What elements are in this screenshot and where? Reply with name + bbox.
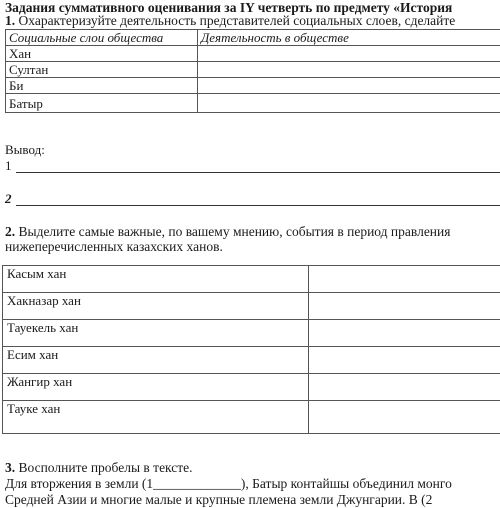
answer-cell[interactable]: [198, 78, 500, 94]
khan-name: Касым хан: [3, 266, 309, 293]
question-3: [5, 460, 193, 476]
row-label: Султан: [6, 62, 198, 78]
col-header-social-layers: Социальные слои общества: [6, 30, 198, 46]
table-row: [3, 293, 500, 320]
table-row: [3, 266, 500, 293]
khan-name: Есим хан: [3, 347, 309, 374]
khan-name: Жангир хан: [3, 374, 309, 401]
question-1-number: 1.: [5, 13, 15, 28]
table-row: [3, 401, 500, 434]
conclusion-label: Вывод:: [5, 142, 45, 158]
table-row: [3, 374, 500, 401]
question-3-number: 3.: [5, 460, 15, 475]
question-1-text: Охарактеризуйте деятельность представителей социальных слоев, сделайте: [19, 13, 456, 28]
page-title: Задания суммативного оценивания за IY четверть по предмету «История: [5, 0, 452, 15]
table-row: [6, 94, 500, 113]
table-row: [3, 320, 500, 347]
khan-name: Тауекель хан: [3, 320, 309, 347]
table-header-row: [6, 30, 500, 46]
question-3-line-2: Для вторжения в земли (1_____________), Батыр контайшы объединил монго: [5, 476, 452, 492]
table-row: [6, 62, 500, 78]
question-3-line-3: Средней Азии и многие малые и крупные племена земли Джунгарии. В (2: [5, 492, 432, 508]
social-layers-table: [5, 29, 500, 113]
conclusion-line-2[interactable]: [16, 205, 500, 206]
conclusion-line-2-number: 2: [5, 191, 12, 207]
col-header-activity: Деятельность в обществе: [198, 30, 500, 46]
answer-cell[interactable]: [309, 374, 500, 401]
question-3-text: Восполните пробелы в тексте.: [19, 460, 193, 475]
question-2-text: Выделите самые важные, по вашему мнению, события в период правления нижеперечисленных казахских ханов.: [5, 224, 450, 254]
question-1: [5, 13, 455, 28]
khans-table: [2, 265, 500, 434]
table-row: [6, 46, 500, 62]
table-row: [3, 347, 500, 374]
answer-cell[interactable]: [198, 46, 500, 62]
conclusion-line-1[interactable]: [16, 172, 500, 173]
row-label: Батыр: [6, 94, 198, 113]
row-label: Хан: [6, 46, 198, 62]
khan-name: Хакназар хан: [3, 293, 309, 320]
answer-cell[interactable]: [309, 320, 500, 347]
answer-cell[interactable]: [309, 401, 500, 434]
answer-cell[interactable]: [198, 94, 500, 113]
table-row: [6, 78, 500, 94]
answer-cell[interactable]: [309, 266, 500, 293]
question-2: [5, 224, 500, 254]
question-2-number: 2.: [5, 224, 15, 239]
row-label: Би: [6, 78, 198, 94]
answer-cell[interactable]: [309, 293, 500, 320]
conclusion-line-1-number: 1: [5, 158, 12, 174]
khan-name: Тауке хан: [3, 401, 309, 434]
answer-cell[interactable]: [309, 347, 500, 374]
answer-cell[interactable]: [198, 62, 500, 78]
